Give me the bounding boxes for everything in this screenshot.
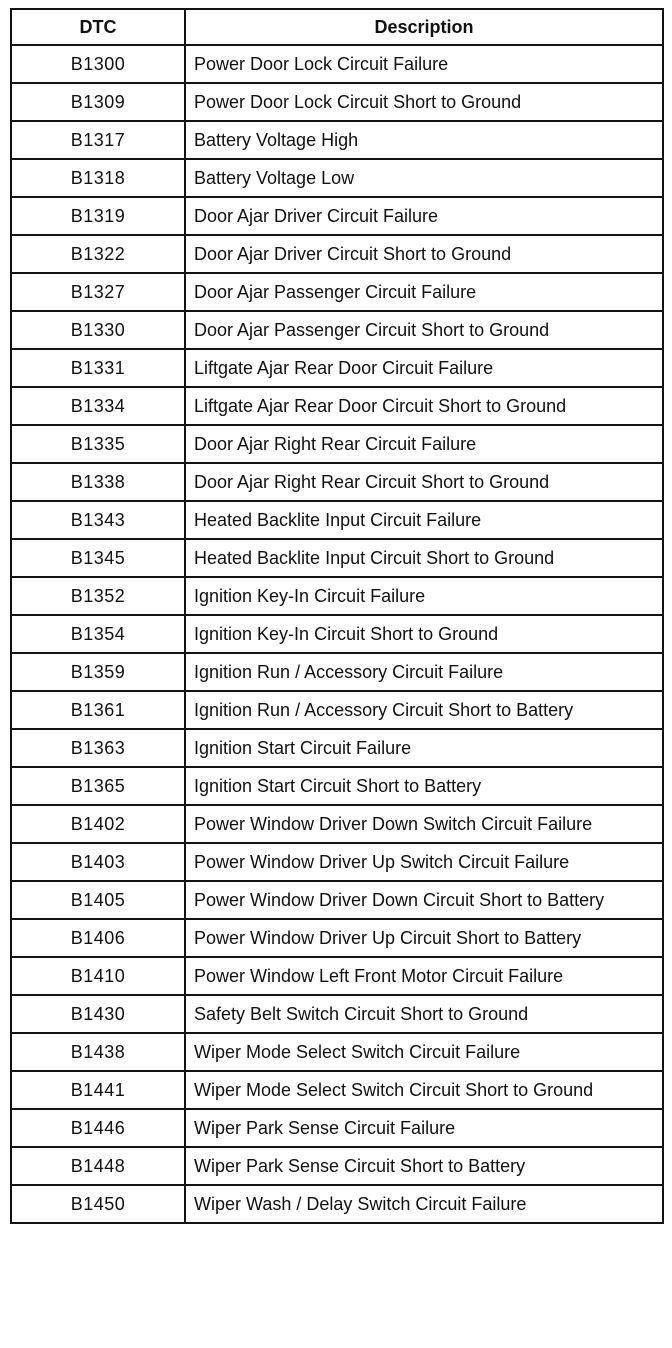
dtc-description-cell: Power Window Driver Down Switch Circuit Failure	[185, 805, 663, 843]
table-row	[11, 387, 663, 425]
dtc-description-cell: Ignition Start Circuit Short to Battery	[185, 767, 663, 805]
header-row	[11, 9, 663, 45]
dtc-code-cell: B1322	[11, 235, 185, 273]
table-row	[11, 767, 663, 805]
table-row	[11, 1109, 663, 1147]
table-row	[11, 843, 663, 881]
dtc-code-cell: B1318	[11, 159, 185, 197]
dtc-code-cell: B1335	[11, 425, 185, 463]
dtc-description-cell: Power Door Lock Circuit Failure	[185, 45, 663, 83]
dtc-code-cell: B1338	[11, 463, 185, 501]
table-row	[11, 121, 663, 159]
dtc-description-cell: Battery Voltage High	[185, 121, 663, 159]
dtc-description-cell: Liftgate Ajar Rear Door Circuit Failure	[185, 349, 663, 387]
dtc-code-cell: B1438	[11, 1033, 185, 1071]
dtc-description-cell: Door Ajar Right Rear Circuit Failure	[185, 425, 663, 463]
table-row	[11, 539, 663, 577]
dtc-code-cell: B1327	[11, 273, 185, 311]
dtc-code-cell: B1309	[11, 83, 185, 121]
header-dtc: DTC	[11, 9, 185, 45]
table-row	[11, 729, 663, 767]
dtc-code-cell: B1334	[11, 387, 185, 425]
dtc-code-cell: B1331	[11, 349, 185, 387]
dtc-code-cell: B1406	[11, 919, 185, 957]
table-body	[11, 45, 663, 1223]
dtc-description-cell: Heated Backlite Input Circuit Short to Ground	[185, 539, 663, 577]
dtc-code-cell: B1352	[11, 577, 185, 615]
table-row	[11, 501, 663, 539]
table-row	[11, 273, 663, 311]
dtc-description-cell: Door Ajar Passenger Circuit Short to Ground	[185, 311, 663, 349]
dtc-code-cell: B1450	[11, 1185, 185, 1223]
table-row	[11, 425, 663, 463]
table-row	[11, 1147, 663, 1185]
dtc-description-cell: Door Ajar Passenger Circuit Failure	[185, 273, 663, 311]
dtc-code-cell: B1345	[11, 539, 185, 577]
table-row	[11, 311, 663, 349]
dtc-code-cell: B1359	[11, 653, 185, 691]
table-row	[11, 83, 663, 121]
table-row	[11, 1185, 663, 1223]
dtc-code-cell: B1354	[11, 615, 185, 653]
dtc-description-cell: Wiper Wash / Delay Switch Circuit Failure	[185, 1185, 663, 1223]
table-row	[11, 957, 663, 995]
dtc-description-cell: Heated Backlite Input Circuit Failure	[185, 501, 663, 539]
dtc-code-cell: B1403	[11, 843, 185, 881]
dtc-code-cell: B1365	[11, 767, 185, 805]
table-row	[11, 349, 663, 387]
dtc-description-cell: Ignition Run / Accessory Circuit Short to Battery	[185, 691, 663, 729]
table-row	[11, 577, 663, 615]
dtc-code-cell: B1446	[11, 1109, 185, 1147]
table-row	[11, 691, 663, 729]
dtc-description-cell: Door Ajar Right Rear Circuit Short to Ground	[185, 463, 663, 501]
dtc-description-cell: Power Window Driver Down Circuit Short to Battery	[185, 881, 663, 919]
table-row	[11, 45, 663, 83]
dtc-code-cell: B1402	[11, 805, 185, 843]
dtc-code-cell: B1319	[11, 197, 185, 235]
table-header	[11, 9, 663, 45]
dtc-description-cell: Power Window Driver Up Circuit Short to Battery	[185, 919, 663, 957]
dtc-description-cell: Power Window Driver Up Switch Circuit Failure	[185, 843, 663, 881]
dtc-description-cell: Door Ajar Driver Circuit Short to Ground	[185, 235, 663, 273]
table-row	[11, 235, 663, 273]
table-row	[11, 159, 663, 197]
dtc-code-cell: B1343	[11, 501, 185, 539]
dtc-code-cell: B1430	[11, 995, 185, 1033]
dtc-description-cell: Safety Belt Switch Circuit Short to Ground	[185, 995, 663, 1033]
dtc-description-cell: Power Door Lock Circuit Short to Ground	[185, 83, 663, 121]
table-row	[11, 653, 663, 691]
dtc-table	[10, 8, 664, 1224]
dtc-code-cell: B1363	[11, 729, 185, 767]
dtc-description-cell: Wiper Park Sense Circuit Failure	[185, 1109, 663, 1147]
dtc-description-cell: Power Window Left Front Motor Circuit Failure	[185, 957, 663, 995]
dtc-code-cell: B1317	[11, 121, 185, 159]
table-row	[11, 197, 663, 235]
dtc-code-cell: B1410	[11, 957, 185, 995]
dtc-description-cell: Liftgate Ajar Rear Door Circuit Short to Ground	[185, 387, 663, 425]
table-row	[11, 805, 663, 843]
table-row	[11, 1071, 663, 1109]
dtc-description-cell: Door Ajar Driver Circuit Failure	[185, 197, 663, 235]
dtc-code-cell: B1405	[11, 881, 185, 919]
table-row	[11, 881, 663, 919]
dtc-description-cell: Ignition Start Circuit Failure	[185, 729, 663, 767]
dtc-description-cell: Wiper Mode Select Switch Circuit Failure	[185, 1033, 663, 1071]
dtc-description-cell: Ignition Key-In Circuit Short to Ground	[185, 615, 663, 653]
dtc-code-cell: B1330	[11, 311, 185, 349]
dtc-description-cell: Ignition Run / Accessory Circuit Failure	[185, 653, 663, 691]
table-row	[11, 463, 663, 501]
dtc-code-cell: B1300	[11, 45, 185, 83]
dtc-description-cell: Ignition Key-In Circuit Failure	[185, 577, 663, 615]
table-row	[11, 919, 663, 957]
header-description: Description	[185, 9, 663, 45]
dtc-description-cell: Wiper Mode Select Switch Circuit Short to Ground	[185, 1071, 663, 1109]
dtc-description-cell: Battery Voltage Low	[185, 159, 663, 197]
table-row	[11, 995, 663, 1033]
table-row	[11, 1033, 663, 1071]
dtc-code-cell: B1441	[11, 1071, 185, 1109]
table-row	[11, 615, 663, 653]
dtc-description-cell: Wiper Park Sense Circuit Short to Battery	[185, 1147, 663, 1185]
dtc-code-cell: B1448	[11, 1147, 185, 1185]
dtc-code-cell: B1361	[11, 691, 185, 729]
